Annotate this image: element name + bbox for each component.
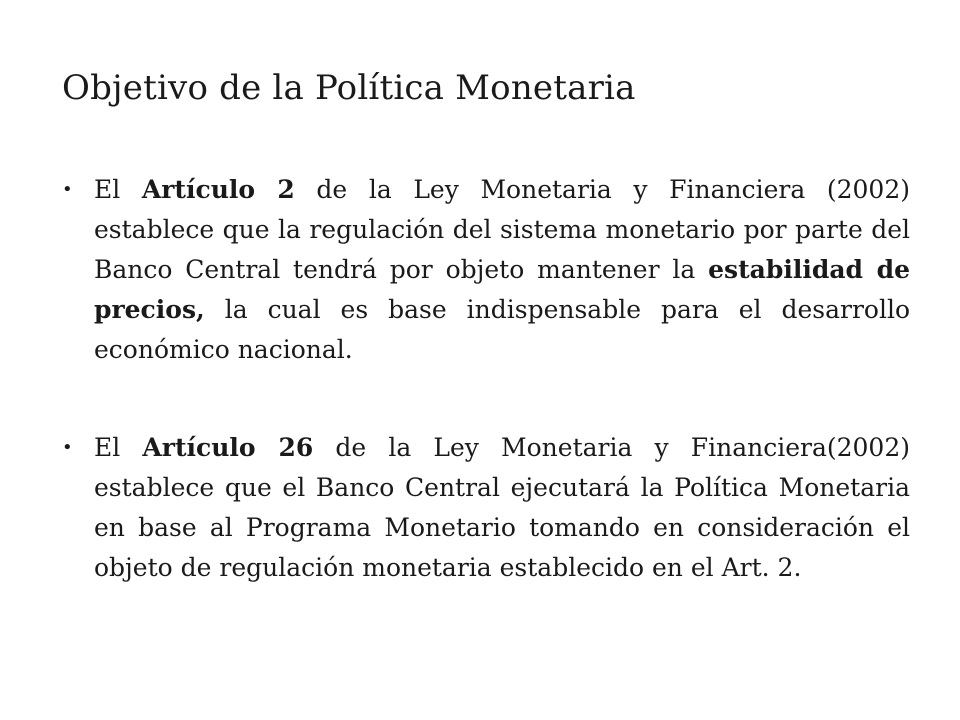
- bullet-text-segment: la cual es base indispensable para el desarrollo económico nacional.: [94, 295, 910, 364]
- bullet-list: [56, 170, 910, 646]
- bullet-text: [94, 170, 910, 370]
- bullet-text-segment: de la Ley Monetaria y Financiera(2002) establece que el Banco Central ejecutará la Política Monetaria en base al Programa Monetario tomando en consideración el objeto de regulación monetaria establecido en el Art. 2.: [94, 433, 910, 582]
- bullet-text-segment: El: [94, 433, 143, 462]
- bullet-text: [94, 428, 910, 588]
- emphasis-phrase: estabilidad de precios,: [94, 255, 910, 324]
- bullet-text-segment: de la Ley Monetaria y Financiera (2002) establece que la regulación del sistema monetario por parte del Banco Central tendrá por objeto mantener la: [94, 175, 910, 284]
- bullet-item-articulo-2: [56, 170, 910, 370]
- article-reference: Artículo 2: [141, 175, 295, 204]
- slide-title: Objetivo de la Política Monetaria: [62, 68, 636, 108]
- bullet-text-segment: El: [94, 175, 142, 204]
- article-reference: Artículo 26: [142, 433, 314, 462]
- bullet-item-articulo-26: [56, 428, 910, 588]
- bullet-marker: •: [62, 437, 73, 458]
- bullet-marker: •: [62, 179, 73, 200]
